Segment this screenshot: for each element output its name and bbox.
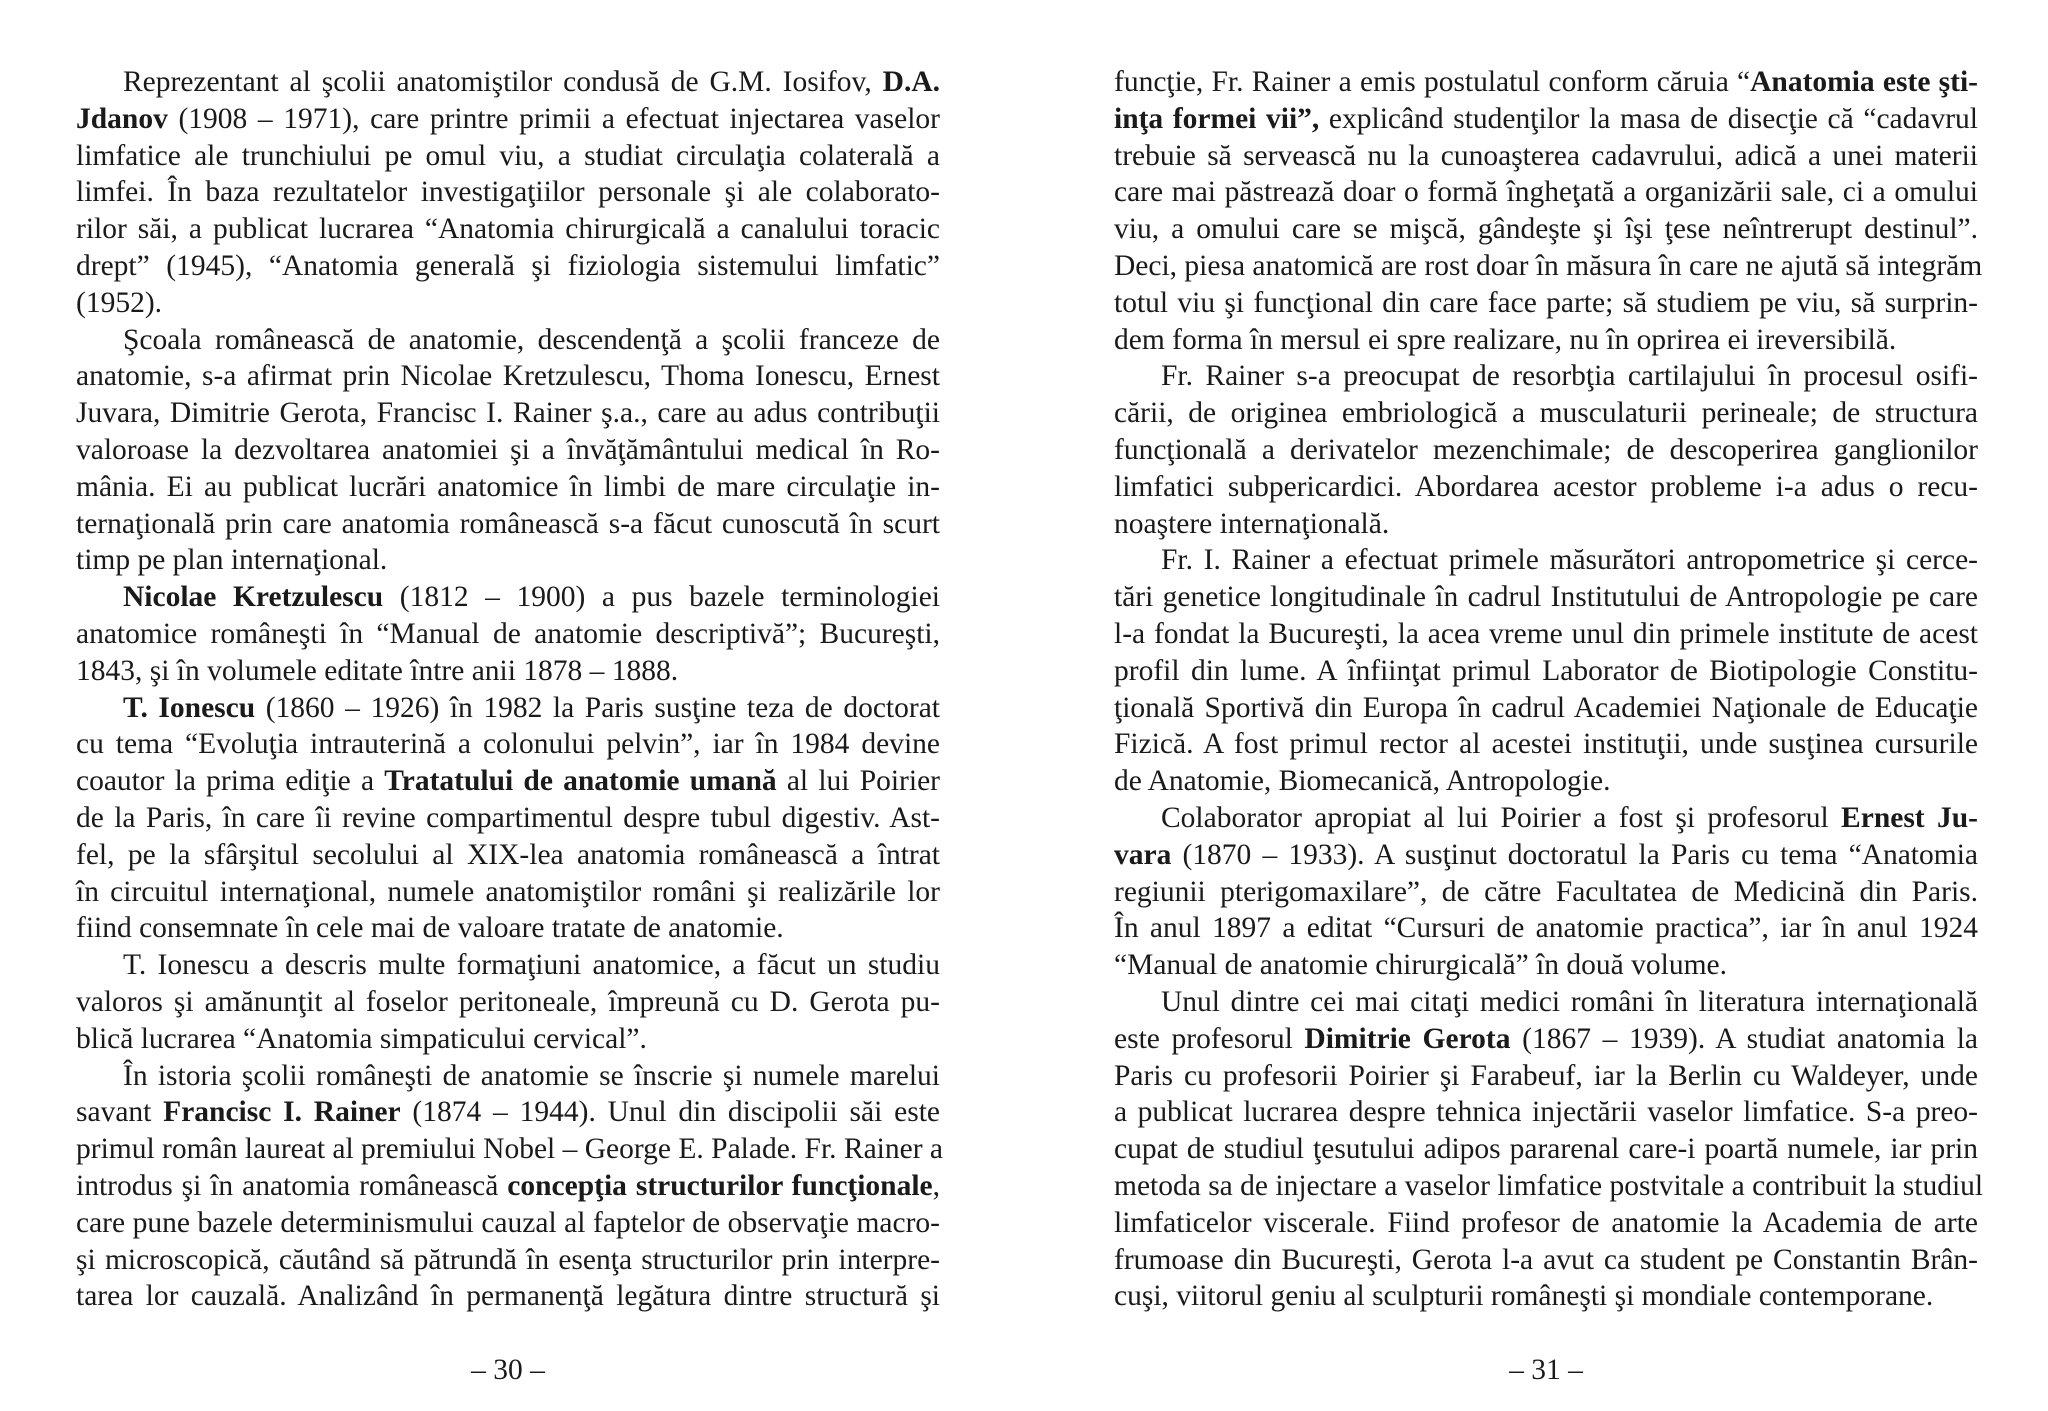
text-line: coautor la prima ediţie a Tratatului de anatomie umană al lui Poirier (76, 765, 940, 798)
text-line: şi microscopică, căutând să pătrundă în esenţa structurilor prin interpre- (76, 1243, 940, 1276)
text-line: regiunii pterigomaxilare”, de către Facultatea de Medicină din Paris. (1114, 875, 1978, 908)
text-line: totul viu şi funcţional din care face parte; să studiem pe viu, să surprin- (1114, 286, 1978, 319)
text-line: de Anatomie, Biomecanică, Antropologie. (1114, 765, 1611, 798)
text-line: este profesorul Dimitrie Gerota (1867 – 1939). A studiat anatomia la (1114, 1022, 1978, 1055)
text-line: profil din lume. A înfiinţat primul Laborator de Biotipologie Constitu- (1114, 654, 1978, 687)
text-line: inţa formei vii”, explicând studenţilor la masa de disecţie că “cadavrul (1114, 102, 1978, 135)
text-line: dem forma în mersul ei spre realizare, nu în oprirea ei ireversibilă. (1114, 323, 1897, 356)
text-line: Colaborator apropiat al lui Poirier a fost şi profesorul Ernest Ju- (1161, 801, 1978, 834)
left-page (76, 64, 943, 1315)
text-line: cuşi, viitorul geniu al sculpturii româneşti şi mondiale contemporane. (1114, 1280, 1934, 1313)
text-line: viu, a omului care se mişcă, gândeşte şi îşi ţese neîntrerupt destinul”. (1114, 213, 1978, 246)
text-line: funcţională a derivatelor mezenchimale; de descoperirea ganglionilor (1114, 433, 1978, 466)
text-line: 1843, şi în volumele editate între anii 1878 – 1888. (76, 654, 679, 687)
text-line: Şcoala românească de anatomie, descendenţă a şcolii franceze de (123, 323, 940, 356)
text-line: Fr. Rainer s-a preocupat de resorbţia cartilajului în procesul osifi- (1161, 360, 1978, 393)
text-line: ţională Sportivă din Europa în cadrul Academiei Naţionale de Educaţie (1114, 691, 1978, 724)
text-line: cării, de originea embriologică a musculaturii perineale; de structura (1114, 397, 1978, 430)
text-line: metoda sa de injectare a vaselor limfatice postvitale a contribuit la studiul (1114, 1169, 1984, 1202)
text-line: T. Ionescu (1860 – 1926) în 1982 la Paris susţine teza de doctorat (123, 691, 940, 724)
text-line: drept” (1945), “Anatomia generală şi fiziologia sistemului limfatic” (76, 249, 940, 282)
text-line: cupat de studiul ţesutului adipos pararenal care-i poartă numele, iar prin (1114, 1133, 1978, 1166)
text-line: Jdanov (1908 – 1971), care printre primii a efectuat injectarea vaselor (76, 102, 940, 135)
text-line: Unul dintre cei mai citaţi medici români în literatura internaţională (1161, 985, 1978, 1018)
page-number-right: – 31 – (1509, 1354, 1583, 1386)
right-page (1114, 64, 1984, 1315)
text-line: valoros şi amănunţit al foselor peritoneale, împreună cu D. Gerota pu- (76, 985, 940, 1018)
text-line: limfatici subpericardici. Abordarea acestor probleme i-a adus o recu- (1114, 470, 1978, 503)
text-line: timp pe plan internaţional. (76, 544, 388, 577)
text-line: În istoria şcolii româneşti de anatomie se înscrie şi numele marelui (123, 1059, 940, 1092)
text-line: În anul 1897 a editat “Cursuri de anatomie practica”, iar în anul 1924 (1114, 912, 1978, 945)
text-line: primul român laureat al premiului Nobel – George E. Palade. Fr. Rainer a (76, 1133, 943, 1166)
text-line: (1952). (76, 286, 163, 319)
text-line: l-a fondat la Bucureşti, la acea vreme unul din primele institute de acest (1114, 617, 1978, 650)
text-line: trebuie să servească nu la cunoaşterea cadavrului, adică a unei materii (1114, 139, 1978, 172)
text-line: introdus şi în anatomia românească concepţia structurilor funcţionale, (76, 1169, 941, 1202)
text-line: Fr. I. Rainer a efectuat primele măsurători antropometrice şi cerce- (1161, 544, 1978, 577)
text-line: valoroase la dezvoltarea anatomiei şi a învăţământului medical în Ro- (76, 433, 940, 466)
text-line: vara (1870 – 1933). A susţinut doctoratul la Paris cu tema “Anatomia (1114, 838, 1978, 871)
text-line: tarea lor cauzală. Analizând în permanenţă legătura dintre structură şi (76, 1280, 940, 1313)
text-line: T. Ionescu a descris multe formaţiuni anatomice, a făcut un studiu (123, 949, 940, 982)
text-line: Nicolae Kretzulescu (1812 – 1900) a pus bazele terminologiei (123, 581, 941, 614)
text-line: fel, pe la sfârşitul secolului al XIX-lea anatomia românească a întrat (76, 838, 940, 871)
text-line: noaştere internaţională. (1114, 507, 1390, 540)
text-line: Juvara, Dimitrie Gerota, Francisc I. Rainer ş.a., care au adus contribuţii (76, 397, 940, 430)
text-line: limfaticelor viscerale. Fiind profesor de anatomie la Academia de arte (1114, 1206, 1978, 1239)
text-line: de la Paris, în care îi revine compartimentul despre tubul digestiv. Ast- (76, 801, 940, 834)
text-line: “Manual de anatomie chirurgicală” în două volume. (1114, 949, 1727, 982)
text-line: blică lucrarea “Anatomia simpaticului cervical”. (76, 1022, 647, 1055)
text-line: limfatice ale trunchiului pe omul viu, a studiat circulaţia colaterală a (76, 139, 940, 172)
text-line: Paris cu profesorii Poirier şi Farabeuf, iar la Berlin cu Waldeyer, unde (1114, 1059, 1978, 1092)
text-line: în circuitul internaţional, numele anatomiştilor români şi realizările lor (76, 875, 940, 908)
text-line: a publicat lucrarea despre tehnica injectării vaselor limfatice. S-a preo- (1114, 1096, 1978, 1129)
text-line: frumoase din Bucureşti, Gerota l-a avut ca student pe Constantin Brân- (1114, 1243, 1978, 1276)
text-line: cu tema “Evoluţia intrauterină a colonului pelvin”, iar în 1984 devine (76, 728, 940, 761)
text-line: Reprezentant al şcolii anatomiştilor condusă de G.M. Iosifov, D.A. (123, 66, 940, 98)
text-line: mânia. Ei au publicat lucrări anatomice în limbi de mare circulaţie in- (76, 470, 940, 503)
text-line: ternaţională prin care anatomia românească s-a făcut cunoscută în scurt (76, 507, 940, 540)
page-number-left: – 30 – (471, 1354, 545, 1386)
text-line: tări genetice longitudinale în cadrul Institutului de Antropologie pe care (1114, 581, 1978, 614)
text-line: limfei. În baza rezultatelor investigaţiilor personale şi ale colaborato- (76, 176, 940, 209)
text-line: care pune bazele determinismului cauzal al faptelor de observaţie macro- (76, 1206, 940, 1239)
text-line: savant Francisc I. Rainer (1874 – 1944). Unul din discipolii săi este (76, 1096, 940, 1129)
text-line: Fizică. A fost primul rector al acestei instituţii, unde susţinea cursurile (1114, 728, 1978, 761)
text-line: care mai păstrează doar o formă îngheţată a organizării sale, ci a omului (1114, 176, 1978, 209)
text-line: anatomie, s-a afirmat prin Nicolae Kretzulescu, Thoma Ionescu, Ernest (76, 360, 940, 393)
text-line: funcţie, Fr. Rainer a emis postulatul conform căruia “Anatomia este şti- (1114, 66, 1978, 98)
text-line: anatomice româneşti în “Manual de anatomie descriptivă”; Bucureşti, (76, 617, 940, 650)
text-line: Deci, piesa anatomică are rost doar în măsura în care ne ajută să integrăm (1114, 249, 1983, 282)
text-line: fiind consemnate în cele mai de valoare tratate de anatomie. (76, 912, 784, 945)
text-line: rilor săi, a publicat lucrarea “Anatomia chirurgicală a canalului toracic (76, 213, 940, 246)
